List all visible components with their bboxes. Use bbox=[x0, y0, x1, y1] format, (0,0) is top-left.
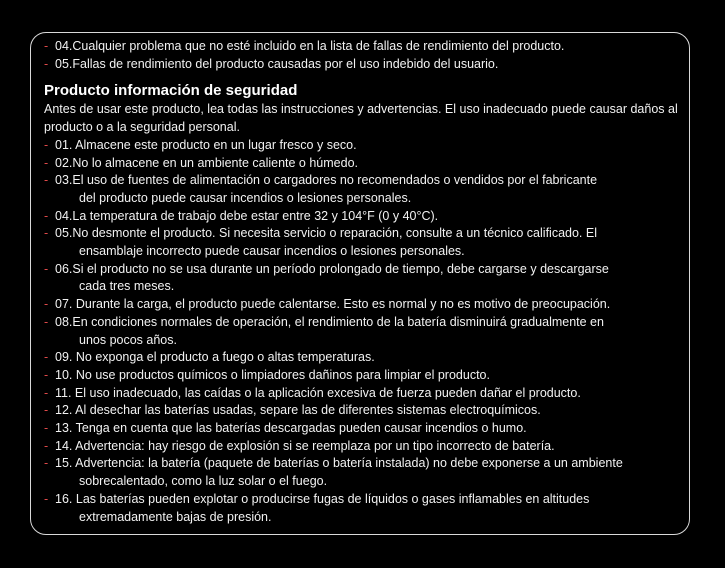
list-item bbox=[44, 367, 690, 385]
item-line bbox=[55, 38, 690, 56]
document-content bbox=[44, 38, 690, 526]
dash-bullet-icon: - bbox=[44, 261, 49, 276]
item-line bbox=[55, 349, 690, 367]
item-text: No use productos químicos o limpiadores dañinos para limpiar el producto. bbox=[72, 367, 490, 382]
item-line bbox=[55, 420, 690, 438]
item-number: 04. bbox=[55, 208, 73, 223]
dash-bullet-icon: - bbox=[44, 226, 49, 241]
item-line bbox=[55, 438, 690, 456]
list-item bbox=[44, 172, 690, 207]
item-number: 15. bbox=[55, 456, 73, 471]
item-number: 12. bbox=[55, 403, 73, 418]
item-line bbox=[55, 491, 690, 509]
item-number: 03. bbox=[55, 173, 73, 188]
item-line bbox=[55, 137, 690, 155]
dash-bullet-icon: - bbox=[44, 350, 49, 365]
section-title: Producto información de seguridad bbox=[44, 82, 298, 100]
list-item bbox=[44, 38, 690, 56]
item-line bbox=[55, 155, 690, 173]
item-text: Si el producto no se usa durante un período prolongado de tiempo, debe cargarse y descargarse bbox=[72, 261, 609, 276]
item-number: 16. bbox=[55, 491, 73, 506]
dash-bullet-icon: - bbox=[44, 314, 49, 329]
list-item bbox=[44, 438, 690, 456]
dash-bullet-icon: - bbox=[44, 385, 49, 400]
item-text: Cualquier problema que no esté incluido en la lista de fallas de rendimiento del producto. bbox=[72, 39, 565, 53]
item-text: No desmonte el producto. Si necesita servicio o reparación, consulte a un técnico calificado. El bbox=[72, 226, 597, 241]
dash-bullet-icon: - bbox=[44, 367, 49, 382]
dash-bullet-icon: - bbox=[44, 173, 49, 188]
item-text: Las baterías pueden explotar o producirse fugas de líquidos o gases inflamables en altitudes bbox=[72, 491, 590, 506]
list-item bbox=[44, 349, 690, 367]
item-number: 13. bbox=[55, 421, 73, 436]
list-item bbox=[44, 261, 690, 296]
item-line bbox=[55, 56, 690, 74]
list-item bbox=[44, 385, 690, 403]
list-item bbox=[44, 155, 690, 173]
item-text-continuation: del producto puede causar incendios o lesiones personales. bbox=[79, 190, 412, 205]
list-item bbox=[44, 420, 690, 438]
item-number: 09. bbox=[55, 350, 73, 365]
item-text: En condiciones normales de operación, el rendimiento de la batería disminuirá gradualmente en bbox=[72, 314, 604, 329]
item-text-continuation: cada tres meses. bbox=[79, 279, 175, 294]
item-text: Advertencia: hay riesgo de explosión si se reemplaza por un tipo incorrecto de batería. bbox=[72, 438, 555, 453]
item-number: 08. bbox=[55, 314, 73, 329]
item-number: 06. bbox=[55, 261, 73, 276]
item-text: No exponga el producto a fuego o altas temperaturas. bbox=[72, 350, 375, 365]
item-text-continuation: ensamblaje incorrecto puede causar incendios o lesiones personales. bbox=[79, 244, 465, 259]
item-line bbox=[55, 225, 690, 243]
list-item bbox=[44, 225, 690, 260]
item-text: Al desechar las baterías usadas, separe las de diferentes sistemas electroquímicos. bbox=[72, 403, 541, 418]
item-number: 02. bbox=[55, 155, 73, 170]
item-text: Durante la carga, el producto puede calentarse. Esto es normal y no es motivo de preocupación. bbox=[72, 297, 611, 312]
dash-bullet-icon: - bbox=[44, 208, 49, 223]
item-text: El uso de fuentes de alimentación o cargadores no recomendados o vendidos por el fabricante bbox=[72, 173, 598, 188]
dash-bullet-icon: - bbox=[44, 456, 49, 471]
dash-bullet-icon: - bbox=[44, 491, 49, 506]
safety-item-list bbox=[44, 137, 690, 526]
item-number: 05. bbox=[55, 56, 73, 71]
item-line bbox=[55, 314, 690, 332]
item-text: La temperatura de trabajo debe estar entre 32 y 104°F (0 y 40°C). bbox=[72, 208, 439, 223]
section-intro: Antes de usar este producto, lea todas las instrucciones y advertencias. El uso inadecuado puede causar daños al producto o a la seguridad personal. bbox=[44, 102, 678, 135]
list-item bbox=[44, 491, 690, 526]
item-number: 04. bbox=[55, 39, 73, 53]
dash-bullet-icon: - bbox=[44, 438, 49, 453]
item-number: 11. bbox=[55, 385, 72, 400]
item-text: Tenga en cuenta que las baterías descargadas pueden causar incendios o humo. bbox=[72, 421, 527, 436]
item-line bbox=[55, 455, 690, 473]
list-item bbox=[44, 137, 690, 155]
list-item bbox=[44, 314, 690, 349]
dash-bullet-icon: - bbox=[44, 403, 49, 418]
item-line bbox=[55, 296, 690, 314]
item-line bbox=[55, 261, 690, 279]
item-number: 01. bbox=[55, 137, 73, 152]
dash-bullet-icon: - bbox=[44, 137, 49, 152]
item-number: 10. bbox=[55, 367, 73, 382]
dash-bullet-icon: - bbox=[44, 297, 49, 312]
list-item bbox=[44, 402, 690, 420]
item-number: 05. bbox=[55, 226, 73, 241]
item-text: Advertencia: la batería (paquete de baterías o batería instalada) no debe exponerse a un ambiente bbox=[72, 456, 623, 471]
list-item bbox=[44, 56, 690, 74]
item-text-continuation: extremadamente bajas de presión. bbox=[79, 509, 272, 524]
item-line bbox=[55, 385, 690, 403]
item-line bbox=[55, 172, 690, 190]
list-item bbox=[44, 455, 690, 490]
dash-bullet-icon: - bbox=[44, 56, 49, 71]
item-line bbox=[55, 367, 690, 385]
top-item-list bbox=[44, 38, 690, 73]
item-text-continuation: unos pocos años. bbox=[79, 332, 177, 347]
dash-bullet-icon: - bbox=[44, 39, 49, 53]
dash-bullet-icon: - bbox=[44, 421, 49, 436]
item-text: Almacene este producto en un lugar fresco y seco. bbox=[72, 137, 357, 152]
item-text: No lo almacene en un ambiente caliente o húmedo. bbox=[72, 155, 358, 170]
item-text-continuation: sobrecalentado, como la luz solar o el fuego. bbox=[79, 474, 328, 489]
list-item bbox=[44, 296, 690, 314]
item-text: El uso inadecuado, las caídas o la aplicación excesiva de fuerza pueden dañar el producto. bbox=[71, 385, 581, 400]
list-item bbox=[44, 208, 690, 226]
item-number: 14. bbox=[55, 438, 73, 453]
item-number: 07. bbox=[55, 297, 73, 312]
item-line bbox=[55, 208, 690, 226]
dash-bullet-icon: - bbox=[44, 155, 49, 170]
item-line bbox=[55, 402, 690, 420]
item-text: Fallas de rendimiento del producto causadas por el uso indebido del usuario. bbox=[72, 56, 499, 71]
